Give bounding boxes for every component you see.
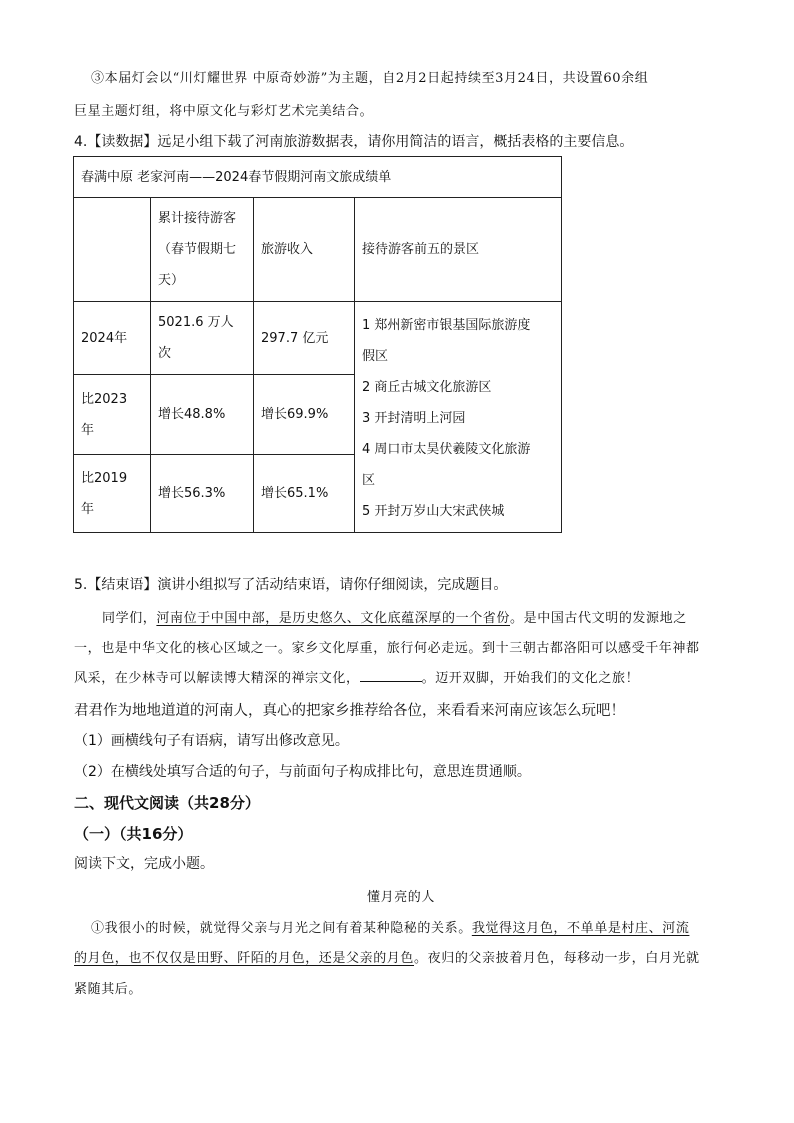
lantern-text-line1: ③本届灯会以“川灯耀世界 中原奇妙游”为主题，自2月2日起持续至3月24日，共设置60余组: [91, 71, 649, 86]
spot-1a: 1 郑州新密市银基国际旅游度: [362, 317, 531, 333]
row-2023-visitors: 增长48.8%: [151, 375, 254, 455]
table-corner-cell: [74, 198, 151, 302]
closing-speech-line1: [102, 607, 687, 626]
closing-speech-pre: 同学们，: [102, 611, 157, 626]
spot-4b: 区: [362, 472, 376, 488]
tourism-data-table: [73, 156, 562, 533]
lantern-text-line2: 巨星主题灯组，将中原文化与彩灯艺术完美结合。: [74, 104, 374, 119]
subquestion-2: （2）在横线处填写合适的句子，与前面句子构成排比句，意思连贯通顺。: [74, 764, 531, 780]
essay-line1-pre: ①我很小的时候，就觉得父亲与月光之间有着某种隐秘的关系。: [91, 921, 472, 936]
row-2023-label: [74, 375, 151, 455]
essay-line1: [91, 917, 689, 936]
question-4-prompt: 4.【读数据】远足小组下载了河南旅游数据表，请你用简洁的语言，概括表格的主要信息。: [74, 134, 634, 150]
top-five-spots: [355, 302, 562, 533]
header-spots: 接待游客前五的景区: [355, 198, 562, 302]
essay-line2: [74, 947, 700, 966]
spot-2: 2 商丘古城文化旅游区: [362, 379, 492, 395]
spot-5: 5 开封万岁山大宋武侠城: [362, 503, 505, 519]
essay-title: 懂月亮的人: [367, 890, 436, 905]
closing-speech-line3: [74, 667, 639, 686]
closing-speech-line3-pre: 风采，在少林寺可以解读博大精深的禅宗文化，: [74, 671, 360, 686]
row-2019-income: 增长65.1%: [254, 455, 355, 533]
spot-1b: 假区: [362, 348, 389, 364]
closing-speech-line4: 君君作为地地道道的河南人，真心的把家乡推荐给各位，来看看来河南应该怎么玩吧！: [74, 703, 625, 719]
row-2024-visitors-text: 5021.6 万人次: [158, 315, 234, 361]
table-title: 春满中原 老家河南——2024春节假期河南文旅成绩单: [74, 157, 562, 198]
essay-underlined-1: 我觉得这月色，不单单是村庄、河流: [471, 921, 690, 936]
row-2019-visitors: 增长56.3%: [151, 455, 254, 533]
row-2019-label-text: 比2019年: [81, 470, 128, 517]
underlined-sentence: 河南位于中国中部，是历史悠久、文化底蕴深厚的一个省份: [156, 611, 511, 626]
essay-line3: 紧随其后。: [74, 982, 143, 997]
spot-4a: 4 周口市太昊伏羲陵文化旅游: [362, 441, 531, 457]
row-2024-visitors: [151, 302, 254, 375]
spot-3: 3 开封清明上河园: [362, 410, 466, 426]
section-2-heading: 二、现代文阅读（共28分）: [74, 794, 260, 812]
subquestion-1: （1）画横线句子有语病，请写出修改意见。: [74, 733, 349, 749]
row-2023-income: 增长69.9%: [254, 375, 355, 455]
closing-speech-post: 。是中国古代文明的发源地之: [510, 611, 687, 626]
row-2023-label-text: 比2023年: [81, 391, 128, 438]
part-1-heading: （一）（共16分）: [74, 825, 193, 843]
essay-line2-post: 。夜归的父亲披着月色，每移动一步，白月光就: [414, 951, 700, 966]
row-2024-label: 2024年: [74, 302, 151, 375]
question-5-prompt: 5.【结束语】演讲小组拟写了活动结束语，请你仔细阅读，完成题目。: [74, 577, 508, 593]
header-visitors-text: 累计接待游客（春节假期七天）: [158, 211, 237, 288]
fill-in-blank[interactable]: [360, 671, 422, 682]
row-2024-income: 297.7 亿元: [254, 302, 355, 375]
header-visitors: [151, 198, 254, 302]
reading-instruction: 阅读下文，完成小题。: [74, 856, 214, 872]
essay-underlined-2: 的月色，也不仅仅是田野、阡陌的月色，还是父亲的月色: [74, 951, 415, 966]
closing-speech-line3-post: 。迈开双脚，开始我们的文化之旅！: [421, 671, 640, 686]
header-income: 旅游收入: [254, 198, 355, 302]
closing-speech-line2: 一，也是中华文化的核心区域之一。家乡文化厚重，旅行何必走远。到十三朝古都洛阳可以感受千年神都: [74, 641, 700, 656]
row-2019-label: [74, 455, 151, 533]
